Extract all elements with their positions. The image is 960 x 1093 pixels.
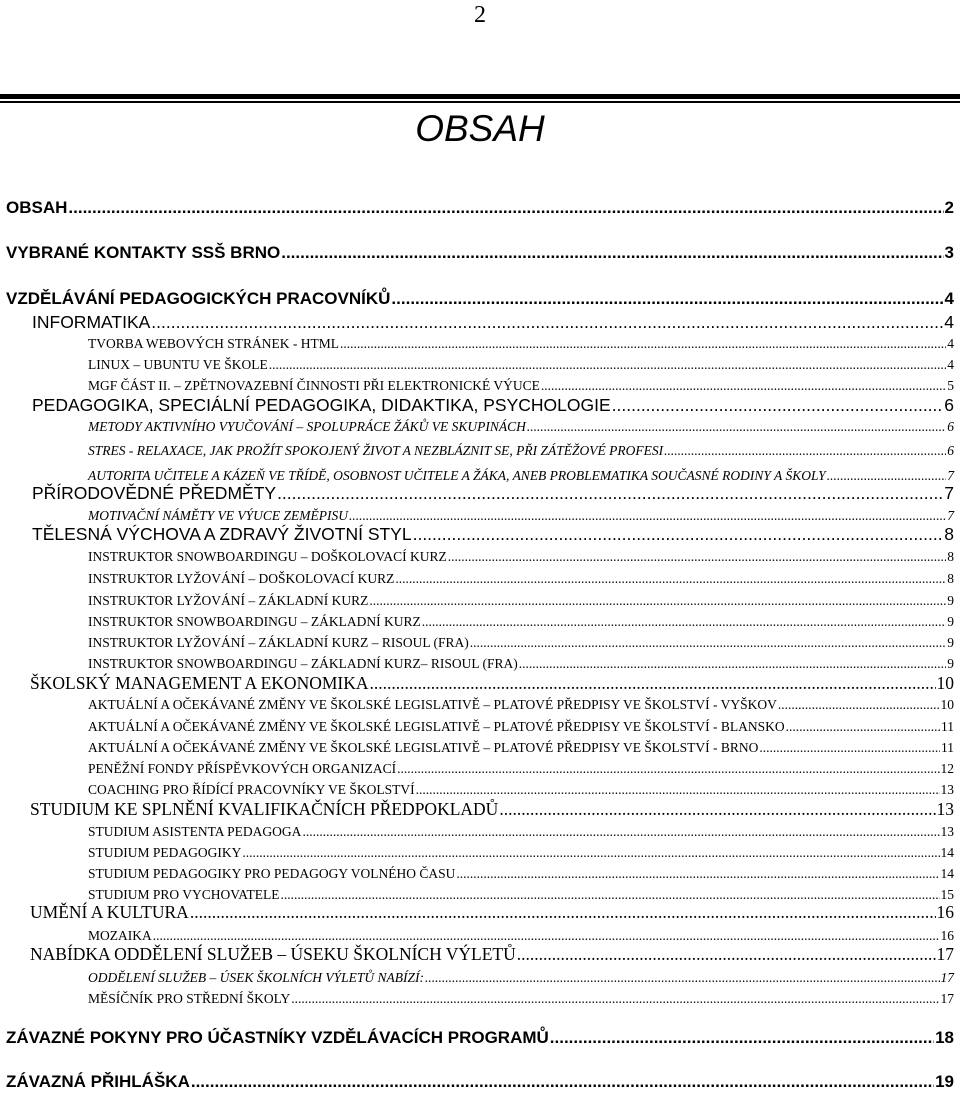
toc-entry-page: 6: [944, 395, 954, 415]
toc-entry-page: 13: [936, 799, 954, 819]
toc-entry[interactable]: [88, 468, 954, 484]
toc-entry-text: AKTUÁLNÍ A OČEKÁVANÉ ZMĚNY VE ŠKOLSKÉ LEGISLATIVĚ – PLATOVÉ PŘEDPISY VE ŠKOLSTVÍ - BLANSKO: [88, 719, 785, 734]
toc-leader: [269, 357, 947, 373]
toc-entry[interactable]: [88, 571, 954, 587]
toc-entry[interactable]: [88, 887, 954, 903]
toc-entry-page: 8: [947, 571, 954, 586]
toc-leader: [827, 468, 947, 484]
toc-entry-text: STUDIUM ASISTENTA PEDAGOGA: [88, 824, 302, 839]
toc-entry-text: ZÁVAZNÁ PŘIHLÁŠKA: [6, 1072, 190, 1091]
toc-entry-text: PŘÍRODOVĚDNÉ PŘEDMĚTY: [32, 483, 277, 503]
toc-entry-page: 7: [947, 468, 954, 483]
toc-leader: [456, 866, 939, 882]
toc-entry[interactable]: [88, 782, 954, 798]
toc-leader: [448, 549, 946, 565]
toc-entry-page: 9: [947, 635, 954, 650]
toc-entry-page: 15: [940, 887, 954, 902]
toc-leader: [664, 443, 946, 459]
toc-entry-text: AKTUÁLNÍ A OČEKÁVANÉ ZMĚNY VE ŠKOLSKÉ LEGISLATIVĚ – PLATOVÉ PŘEDPISY VE ŠKOLSTVÍ - BRNO: [88, 740, 759, 755]
toc-entry-page: 5: [947, 378, 954, 393]
toc-entry-page: 11: [941, 719, 954, 734]
toc-entry[interactable]: [88, 761, 954, 777]
toc-entry[interactable]: [32, 312, 954, 333]
toc-entry[interactable]: [6, 243, 954, 263]
toc-leader: [416, 782, 940, 798]
page-number: 2: [474, 2, 486, 28]
toc-leader: [413, 524, 944, 545]
toc-entry-page: 13: [940, 824, 954, 839]
toc-leader: [153, 928, 940, 944]
toc-entry[interactable]: [88, 378, 954, 394]
toc-entry[interactable]: [88, 740, 954, 756]
toc-entry[interactable]: [88, 593, 954, 609]
toc-entry-page: 7: [944, 483, 954, 503]
toc-leader: [786, 719, 940, 735]
toc-leader: [550, 1028, 934, 1048]
toc-leader: [527, 419, 946, 435]
toc-entry-page: 6: [947, 419, 954, 434]
toc-entry-page: 11: [941, 740, 954, 755]
toc-entry-text: LINUX – UBUNTU VE ŠKOLE: [88, 357, 268, 372]
toc-leader: [277, 483, 943, 504]
toc-entry-text: NABÍDKA ODDĚLENÍ SLUŽEB – ÚSEKU ŠKOLNÍCH VÝLETŮ: [30, 944, 516, 964]
toc-entry[interactable]: [30, 902, 954, 923]
toc-leader: [68, 198, 943, 218]
toc-entry-page: 16: [940, 928, 954, 943]
toc-entry[interactable]: [88, 549, 954, 565]
toc-entry[interactable]: [88, 656, 954, 672]
toc-entry[interactable]: [6, 1028, 954, 1048]
top-rule-thin: [0, 101, 960, 103]
toc-entry-text: INSTRUKTOR LYŽOVÁNÍ – DOŠKOLOVACÍ KURZ: [88, 571, 395, 586]
toc-entry[interactable]: [88, 614, 954, 630]
toc-entry-text: INSTRUKTOR SNOWBOARDINGU – ZÁKLADNÍ KURZ: [88, 614, 421, 629]
toc-leader: [425, 970, 939, 986]
toc-entry-page: 9: [947, 614, 954, 629]
toc-entry[interactable]: [30, 944, 954, 965]
toc-entry-text: ŠKOLSKÝ MANAGEMENT A EKONOMIKA: [30, 673, 369, 693]
toc-entry-text: ZÁVAZNÉ POKYNY PRO ÚČASTNÍKY VZDĚLÁVACÍCH PROGRAMŮ: [6, 1028, 549, 1047]
toc-entry-page: 14: [940, 845, 954, 860]
toc-entry-text: VZDĚLÁVÁNÍ PEDAGOGICKÝCH PRACOVNÍKŮ: [6, 289, 391, 308]
toc-entry[interactable]: [88, 824, 954, 840]
toc-entry-text: INSTRUKTOR SNOWBOARDINGU – ZÁKLADNÍ KURZ– RISOUL (FRA): [88, 656, 518, 671]
toc-entry-text: STUDIUM KE SPLNĚNÍ KVALIFIKAČNÍCH PŘEDPOKLADŮ: [30, 799, 499, 819]
toc-leader: [281, 243, 943, 263]
top-rule-thick: [0, 94, 960, 99]
toc-entry-page: 17: [940, 970, 954, 985]
toc-leader: [340, 336, 946, 352]
toc-entry-page: 13: [940, 782, 954, 797]
toc-leader: [499, 799, 935, 820]
toc-entry[interactable]: [32, 483, 954, 504]
toc-entry[interactable]: [88, 697, 954, 713]
toc-leader: [190, 902, 936, 923]
toc-entry-page: 19: [935, 1072, 954, 1091]
toc-leader: [778, 697, 940, 713]
toc-entry[interactable]: [6, 198, 954, 218]
toc-entry-page: 7: [947, 508, 954, 523]
toc-entry-page: 9: [947, 593, 954, 608]
toc-entry-text: TĚLESNÁ VÝCHOVA A ZDRAVÝ ŽIVOTNÍ STYL: [32, 524, 412, 544]
toc-leader: [302, 824, 939, 840]
toc-entry-page: 10: [936, 673, 954, 693]
toc-entry[interactable]: [88, 719, 954, 735]
toc-entry-page: 4: [947, 357, 954, 372]
toc-entry-text: OBSAH: [6, 198, 68, 217]
toc-leader: [349, 508, 946, 524]
toc-entry-text: STUDIUM PEDAGOGIKY PRO PEDAGOGY VOLNÉHO ČASU: [88, 866, 456, 881]
toc-entry-page: 17: [936, 944, 954, 964]
toc-entry-text: UMĚNÍ A KULTURA: [30, 902, 189, 922]
toc-leader: [541, 378, 946, 394]
toc-entry[interactable]: [88, 845, 954, 861]
toc-entry-text: STRES - RELAXACE, JAK PROŽÍT SPOKOJENÝ ŽIVOT A NEZBLÁZNIT SE, PŘI ZÁTĚŽOVÉ PROFESI: [88, 443, 664, 458]
toc-entry-text: PENĚŽNÍ FONDY PŘÍSPĚVKOVÝCH ORGANIZACÍ: [88, 761, 397, 776]
toc-entry-page: 9: [947, 656, 954, 671]
toc-entry[interactable]: [88, 357, 954, 373]
toc-entry[interactable]: [30, 673, 954, 694]
toc-entry-text: MOZAIKA: [88, 928, 152, 943]
toc-entry-text: ODDĚLENÍ SLUŽEB – ÚSEK ŠKOLNÍCH VÝLETŮ NABÍZÍ:: [88, 970, 425, 985]
toc-leader: [151, 312, 943, 333]
toc-entry-page: 4: [944, 312, 954, 332]
toc-entry-page: 17: [940, 991, 954, 1006]
toc-entry-text: INSTRUKTOR SNOWBOARDINGU – DOŠKOLOVACÍ KURZ: [88, 549, 447, 564]
toc-entry-text: INSTRUKTOR LYŽOVÁNÍ – ZÁKLADNÍ KURZ: [88, 593, 369, 608]
toc-entry[interactable]: [88, 443, 954, 459]
toc-leader: [242, 845, 939, 861]
toc-leader: [391, 289, 943, 309]
toc-entry-page: 14: [940, 866, 954, 881]
toc-entry[interactable]: [88, 928, 954, 944]
toc-leader: [519, 656, 947, 672]
toc-entry[interactable]: [88, 635, 954, 651]
toc-entry-page: 16: [936, 902, 954, 922]
toc-leader: [191, 1072, 934, 1092]
toc-entry-text: MĚSÍČNÍK PRO STŘEDNÍ ŠKOLY: [88, 991, 291, 1006]
toc-entry[interactable]: [30, 799, 954, 820]
toc-leader: [369, 593, 946, 609]
toc-leader: [291, 991, 939, 1007]
toc-entry-page: 4: [944, 289, 954, 308]
toc-entry-text: STUDIUM PEDAGOGIKY: [88, 845, 242, 860]
toc-leader: [397, 761, 939, 777]
toc-entry-text: VYBRANÉ KONTAKTY SSŠ BRNO: [6, 243, 281, 262]
toc-entry-text: TVORBA WEBOVÝCH STRÁNEK - HTML: [88, 336, 340, 351]
toc-entry[interactable]: [88, 866, 954, 882]
toc-entry[interactable]: [6, 289, 954, 309]
toc-entry-text: COACHING PRO ŘÍDÍCÍ PRACOVNÍKY VE ŠKOLSTVÍ: [88, 782, 415, 797]
toc-entry[interactable]: [88, 991, 954, 1007]
toc-entry-page: 8: [944, 524, 954, 544]
toc-leader: [281, 887, 940, 903]
toc-entry-page: 18: [935, 1028, 954, 1047]
toc-entry[interactable]: [32, 395, 954, 416]
toc-leader: [395, 571, 946, 587]
toc-entry-page: 6: [947, 443, 954, 458]
toc-entry-text: PEDAGOGIKA, SPECIÁLNÍ PEDAGOGIKA, DIDAKTIKA, PSYCHOLOGIE: [32, 395, 611, 415]
toc-entry-page: 3: [944, 243, 954, 262]
toc-leader: [370, 673, 936, 694]
toc-entry-page: 8: [947, 549, 954, 564]
toc-leader: [470, 635, 946, 651]
toc-entry-page: 4: [947, 336, 954, 351]
toc-entry-text: INSTRUKTOR LYŽOVÁNÍ – ZÁKLADNÍ KURZ – RISOUL (FRA): [88, 635, 469, 650]
toc-leader: [759, 740, 940, 756]
toc-entry[interactable]: [88, 970, 954, 986]
toc-entry[interactable]: [32, 524, 954, 545]
toc-entry-text: AUTORITA UČITELE A KÁZEŇ VE TŘÍDĚ, OSOBNOST UČITELE A ŽÁKA, ANEB PROBLEMATIKA SOUČASNÉ RODINY A ŠKOLY: [88, 468, 826, 483]
toc-entry-text: AKTUÁLNÍ A OČEKÁVANÉ ZMĚNY VE ŠKOLSKÉ LEGISLATIVĚ – PLATOVÉ PŘEDPISY VE ŠKOLSTVÍ - VYŠKOV: [88, 697, 777, 712]
toc-entry-page: 2: [944, 198, 954, 217]
toc-entry-page: 12: [940, 761, 954, 776]
toc-entry-text: INFORMATIKA: [32, 312, 151, 332]
toc-entry[interactable]: [88, 508, 954, 524]
toc-entry-text: METODY AKTIVNÍHO VYUČOVÁNÍ – SPOLUPRÁCE ŽÁKŮ VE SKUPINÁCH: [88, 419, 526, 434]
toc-entry[interactable]: [6, 1072, 954, 1092]
toc-entry-page: 10: [940, 697, 954, 712]
toc-leader: [422, 614, 947, 630]
toc-leader: [612, 395, 944, 416]
toc-entry-text: MGF ČÁST II. – ZPĚTNOVAZEBNÍ ČINNOSTI PŘI ELEKTRONICKÉ VÝUCE: [88, 378, 540, 393]
toc-entry-text: MOTIVAČNÍ NÁMĚTY VE VÝUCE ZEMĚPISU: [88, 508, 348, 523]
toc-leader: [517, 944, 936, 965]
toc-entry[interactable]: [88, 336, 954, 352]
toc-entry-text: STUDIUM PRO VYCHOVATELE: [88, 887, 280, 902]
toc-entry[interactable]: [88, 419, 954, 435]
toc-title: OBSAH: [415, 108, 545, 149]
